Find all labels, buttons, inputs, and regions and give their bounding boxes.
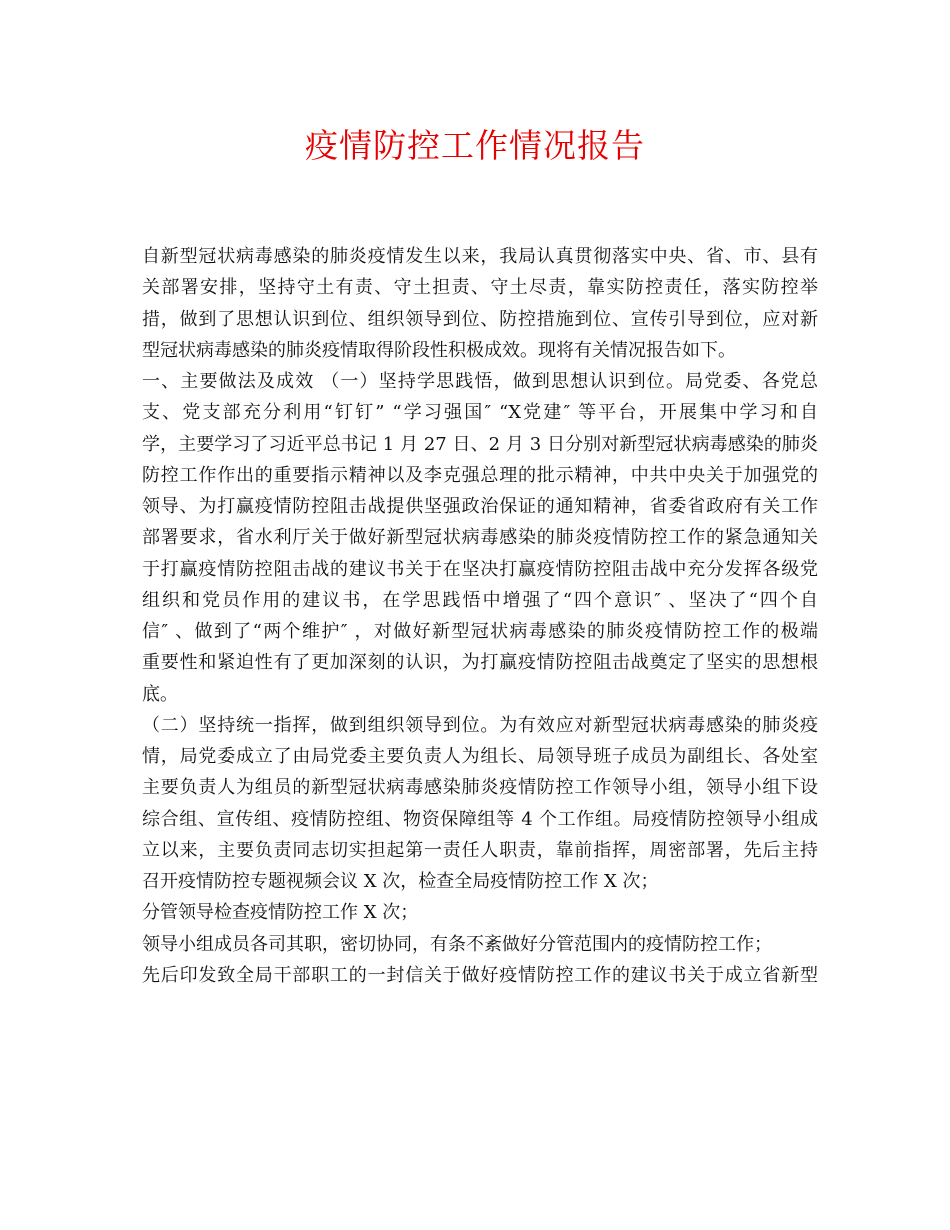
body-line: 型冠状病毒感染的肺炎疫情取得阶段性积极成效。现将有关情况报告如下。 — [142, 339, 736, 361]
body-line: 信″ 、做到了“两个维护″ ，对做好新型冠状病毒感染的肺炎疫情防控工作的极端 — [142, 621, 818, 642]
body-line: 防控工作作出的重要指示精神以及李克强总理的批示精神，中共中央关于加强党的 — [142, 464, 818, 486]
body-line: 情，局党委成立了由局党委主要负责人为组长、局领导班子成员为副组长、各处室 — [142, 746, 818, 767]
body-line: 底。 — [142, 683, 178, 705]
body-line: 支、党支部充分利用“钉钉” “学习强国″ “X党建″ 等平台，开展集中学习和自 — [142, 402, 818, 424]
body-line: 关部署安排，坚持守土有责、守土担责、守土尽责，靠实防控责任，落实防控举 — [142, 277, 818, 299]
body-line: 组织和党员作用的建议书，在学思践悟中增强了“四个意识″ 、坚决了“四个自 — [142, 589, 818, 611]
body-line: 领导小组成员各司其职，密切协同，有条不紊做好分管范围内的疫情防控工作； — [142, 933, 772, 955]
body-line: 自新型冠状病毒感染的肺炎疫情发生以来，我局认真贯彻落实中央、省、市、县有 — [142, 246, 818, 267]
body-line: （二）坚持统一指挥，做到组织领导到位。为有效应对新型冠状病毒感染的肺炎疫 — [142, 714, 818, 736]
body-line: 分管领导检查疫情防控工作 X 次； — [142, 902, 419, 924]
body-line: 部署要求，省水利厅关于做好新型冠状病毒感染的肺炎疫情防控工作的紧急通知关 — [142, 527, 818, 549]
body-line: 主要负责人为组员的新型冠状病毒感染肺炎疫情防控工作领导小组，领导小组下设 — [142, 777, 818, 799]
body-line: 先后印发致全局干部职工的一封信关于做好疫情防控工作的建议书关于成立省新型 — [142, 964, 818, 986]
body-line: 重要性和紧迫性有了更加深刻的认识，为打赢疫情防控阻击战奠定了坚实的思想根 — [142, 652, 818, 674]
body-line: 一、主要做法及成效 （一）坚持学思践悟，做到思想认识到位。局党委、各党总 — [142, 371, 818, 392]
body-line: 召开疫情防控专题视频会议 X 次，检查全局疫情防控工作 X 次； — [142, 871, 659, 892]
document-title: 疫情防控工作情况报告 — [305, 126, 645, 165]
body-line: 领导、为打赢疫情防控阻击战提供坚强政治保证的通知精神，省委省政府有关工作 — [142, 496, 818, 517]
body-line: 综合组、宣传组、疫情防控组、物资保障组等 4 个工作组。局疫情防控领导小组成 — [142, 808, 818, 830]
body-line: 措，做到了思想认识到位、组织领导到位、防控措施到位、宣传引导到位，应对新 — [142, 308, 818, 330]
document-body — [142, 241, 818, 991]
body-line: 于打赢疫情防控阻击战的建议书关于在坚决打赢疫情防控阻击战中充分发挥各级党 — [142, 558, 818, 580]
body-line: 立以来，主要负责同志切实担起第一责任人职责，靠前指挥，周密部署，先后主持 — [142, 839, 818, 861]
body-line: 学，主要学习了习近平总书记 1 月 27 日、2 月 3 日分别对新型冠状病毒感染的肺炎 — [142, 433, 818, 455]
